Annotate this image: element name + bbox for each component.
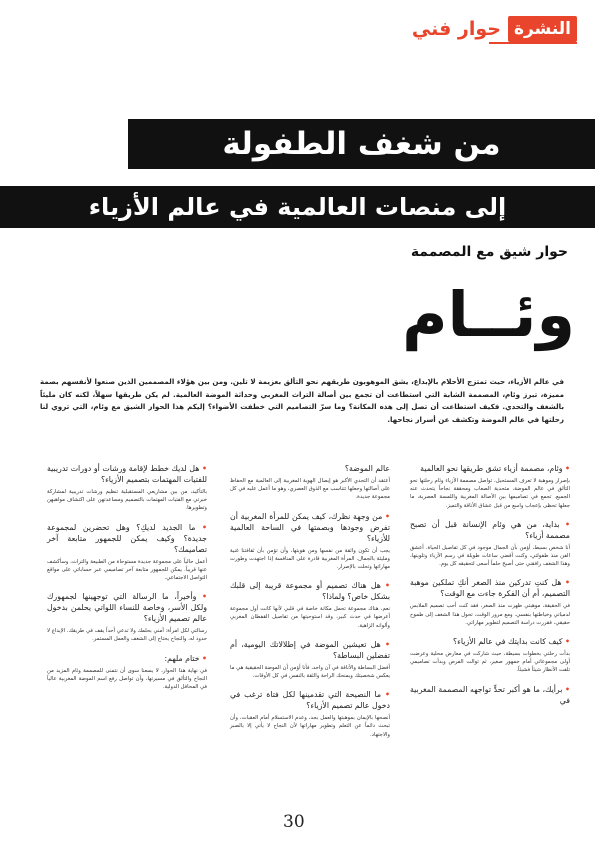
question: • هل تعيشين الموضة في إطلالاتك اليومية، أم تفضلين البساطة؟ <box>230 639 391 660</box>
headline-line-1: من شغف الطفولة <box>128 119 595 169</box>
answer: في الحقيقة، موهبتي ظهرت منذ الصغر، فقد كنت أحب تصميم الملابس لدمياتي وخياطتها بنفسي. ومع مرور الوقت، تحول هذا الشغف إلى طموح حقيقي، فقررت دراسة التصميم لتطوير مهاراتي. <box>410 603 570 626</box>
question: • ما الجديد لديكِ؟ وهل تحضرين لمجموعة جديدة؟ وكيف يمكن للجمهور متابعة آخر تصاميمك؟ <box>47 522 207 554</box>
question: • هل هناك تصميم أو مجموعة قريبة إلى قلبك بشكل خاص؟ ولماذا؟ <box>230 581 390 602</box>
answer: أعتقد أن التحدي الأكبر هو إيصال الهوية المغربية إلى العالمية مع الحفاظ على أصالتها وجعلها تتناسب مع الذوق العصري، وهو ما أعمل عليه في كل مجموعة جديدة. <box>230 478 390 501</box>
publication-logo: النشرة <box>508 16 577 42</box>
answer: نعم، هناك مجموعة تحمل مكانة خاصة في قلبي لأنها كانت أول مجموعة أعرضها في حدث كبير، وقد استوحيتها من تفاصيل القفطان المغربي وألوانه الزاهية. <box>230 606 390 629</box>
answer: أنا شخص بسيط، أؤمن بأن الجمال موجود في كل تفاصيل الحياة. أعشق الفن منذ طفولتي، وكنت أقضي ساعات طويلة في رسم الأزياء وتلوينها، وهذا الشغف رافقني حتى أصبح حلماً أسعى لتحقيقه كل يوم. <box>410 544 570 568</box>
question: • كيف كانت بدايتك في عالم الأزياء؟ <box>453 637 570 647</box>
answer: أعمل حالياً على مجموعة جديدة مستوحاة من الطبيعة والتراث، وسأكشف عنها قريباً. يمكن للجمهور متابعة آخر تصاميمي عبر حساباتي على مواقع التواصل الاجتماعي. <box>47 558 207 582</box>
answer: رسالتي لكل امرأة: آمني بحلمك ولا تدعي أحداً يقف في طريقك. الإبداع لا حدود له، والنجاح يحتاج إلى الشغف والعمل المستمر. <box>47 628 207 643</box>
answer: في نهاية هذا الحوار، لا يسعنا سوى أن نتمنى للمصممة وئام المزيد من النجاح والتألق في مسيرتها، وأن تواصل رفع اسم الموضة المغربية عالياً في المحافل الدولية. <box>47 667 207 691</box>
masthead <box>412 16 577 42</box>
answer: بإصرار وموهبة لا تعرف المستحيل، تواصل مصممة الأزياء وئام رحلتها نحو التألق في عالم الموضة، متحدية الصعاب ومحققة نجاحاً يتحدث عنه الجميع. تجمع في تصاميمها بين الأصالة المغربية واللمسة العصرية، ما جعلها تحظى بإعجاب واسع من قبل عشاق الأناقة والتميز. <box>410 478 570 509</box>
answer: بالتأكيد، من بين مشاريعي المستقبلية تنظيم ورشات تدريبية لمشاركة خبرتي مع الفتيات المهتمات بالتصميم ومساعدتهن على اكتشاف مواهبهن وتطويرها. <box>47 489 207 512</box>
question: • هل لديك خطط لإقامة ورشات أو دورات تدريبية للفتيات المهتمات بتصميم الأزياء؟ <box>47 464 207 484</box>
answer: أفضل البساطة والأناقة في آن واحد، فأنا أؤمن أن الموضة الحقيقية هي ما يعكس شخصيتك ويمنحك الراحة والثقة بالنفس في كل الأوقات. <box>230 664 390 680</box>
question: • بداية، من هي وئام الإنسانة قبل أن تصبح مصممة أزياء؟ <box>410 519 570 540</box>
designer-name: وئــام <box>402 278 575 351</box>
answer: بدأت رحلتي بخطوات بسيطة، حيث شاركت في معارض محلية وعرضت أولى مجموعاتي أمام جمهور صغير، ثم توالت الفرص وبدأت تصاميمي تلفت الأنظار شيئاً فشيئاً. <box>410 651 570 674</box>
answer: يجب أن تكون واثقة من نفسها ومن هويتها، وأن تؤمن بأن ثقافتنا غنية ومليئة بالجمال. المرأة المغربية قادرة على المنافسة إذا اجتهدت وطورت مهاراتها وتحلت بالإصرار. <box>230 547 390 571</box>
question: • وئام، مصممة أزياء تشق طريقها نحو العالمية <box>420 464 570 473</box>
answer: أنصحها بالإيمان بموهبتها والعمل بجد، وعدم الاستسلام أمام العقبات، وأن تبحث دائماً عن التعلم وتطوير مهاراتها لأن النجاح لا يأتي إلا بالصبر والاجتهاد. <box>230 715 390 738</box>
question: عالم الموضة؟ <box>344 464 390 473</box>
section-label: حوار فني <box>411 18 501 40</box>
question: • ما النصيحة التي تقدمينها لكل فتاة ترغب في دخول عالم تصميم الأزياء؟ <box>230 690 390 711</box>
column-left <box>47 463 207 700</box>
question: • من وجهة نظرك، كيف يمكن للمرأة المغربية أن تفرض وجودها وبصمتها في الساحة العالمية للأزياء؟ <box>230 511 390 543</box>
question: • برأيك، ما هو أكبر تحدٍّ تواجهه المصممة المغربية في <box>410 684 570 705</box>
question: • هل كنتِ تدركين منذ الصغر أنكِ تملكين موهبة التصميم، أم أن الفكرة جاءت مع الوقت؟ <box>410 578 570 599</box>
intro-paragraph: في عالم الأزياء، حيث تمتزج الأحلام بالإبداع، يشق الموهوبون طريقهم نحو التألق بعزيمة لا تلين. ومن بين هؤلاء المصممين الذين صنعوا لأنفسهم بصمة مميزة، تبرز وئام، المصممة الشابة التي استطاعت أن تجمع بين أصالة التراث المغربي وحداثة الموضة العالمية. لم يكن طريقها سهلاً، لكنه كان مليئاً بالشغف والتحدي. فكيف استطاعت أن تصل إلى هذه المكانة؟ وما سرّ التصاميم التي خطفت الأضواء؟ إليكم هذا الحوار الشيق مع وئام، التي تروي لنا رحلتها في عالم الموضة وتكشف عن أسرار نجاحها. <box>40 377 564 424</box>
headline-line-2: إلى منصات العالمية في عالم الأزياء <box>0 186 595 228</box>
column-right <box>410 463 570 709</box>
question: • ختام ملهم: <box>164 653 207 663</box>
question: • وأخيراً، ما الرسالة التي توجهينها لجمهورك ولكل الأسر، وخاصة للنساء اللواتي يحلمن بدخول عالم تصميم الأزياء؟ <box>47 592 207 624</box>
masthead-rule <box>489 42 577 44</box>
page-number: 30 <box>283 812 305 832</box>
column-middle <box>230 463 390 748</box>
kicker: حوار شيق مع المصممة <box>410 244 568 260</box>
